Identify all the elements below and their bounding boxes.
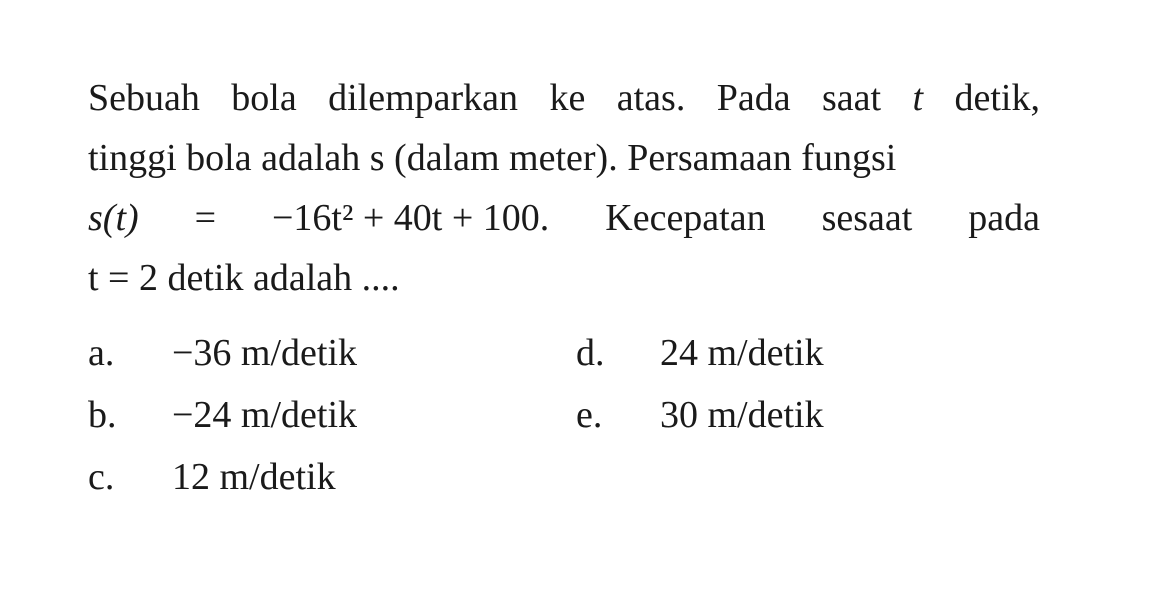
question-word: bola [231,77,297,119]
option-a[interactable] [88,330,357,376]
question-word: pada [968,197,1040,239]
question-word: detik, [954,77,1040,119]
option-text: 12 m/detik [172,456,336,498]
option-text: −36 m/detik [172,332,358,374]
equals-sign: = [194,197,217,239]
question-line-4: t = 2 detik adalah .... [88,257,400,299]
option-letter: b. [88,394,117,436]
option-letter: e. [576,394,603,436]
option-d[interactable] [576,330,824,376]
function-rhs: −16t² + 40t + 100. [272,197,550,239]
question-word: Pada [716,77,791,119]
question-word: ke [549,77,586,119]
option-text: −24 m/detik [172,394,358,436]
option-b[interactable] [88,392,357,438]
option-text: 24 m/detik [660,332,824,374]
question-line-1 [88,68,1040,128]
option-letter: d. [576,332,605,374]
question-line-2: tinggi bola adalah s (dalam meter). Persamaan fungsi [88,137,897,179]
option-letter: c. [88,456,115,498]
question-word: Kecepatan [605,197,766,239]
option-text: 30 m/detik [660,394,824,436]
question-word: atas. [616,77,686,119]
question-word: dilemparkan [328,77,519,119]
question-word: sesaat [821,197,913,239]
question-word: saat [822,77,882,119]
function-lhs: s(t) [88,197,139,239]
question-word: Sebuah [88,77,200,119]
option-c[interactable] [88,454,336,500]
question-word: t [912,77,924,119]
question-text [88,68,1048,308]
option-letter: a. [88,332,115,374]
option-e[interactable] [576,392,824,438]
question-line-3 [88,188,1040,248]
